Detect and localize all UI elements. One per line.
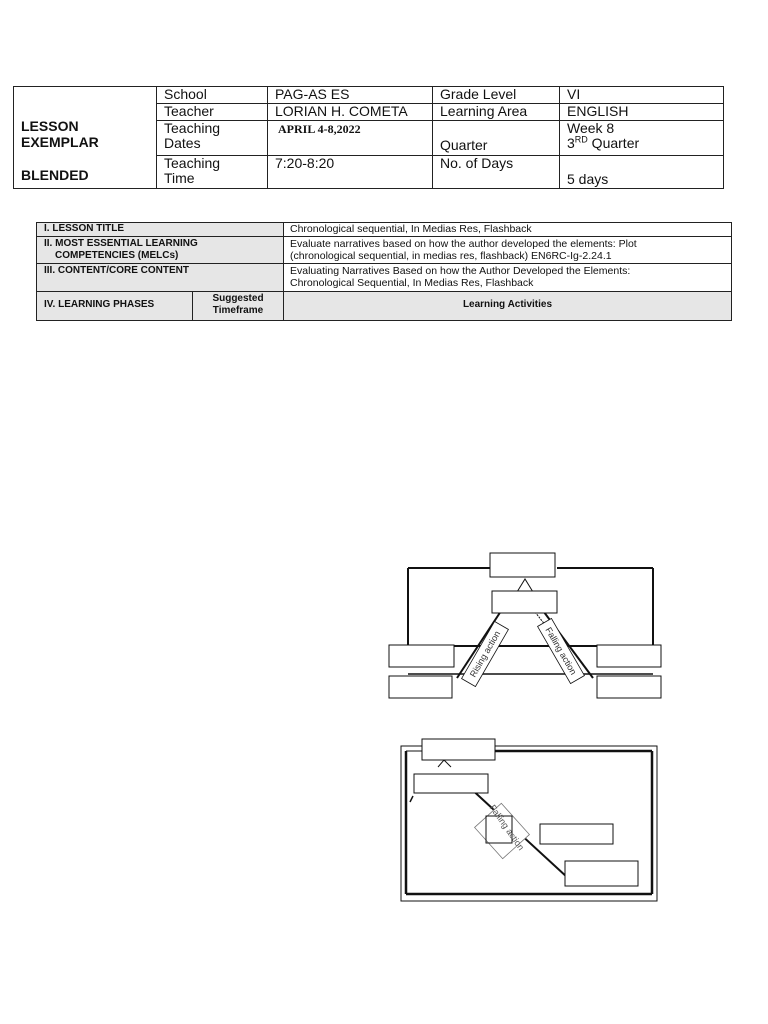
lesson-table <box>36 222 732 321</box>
peak-marker-2 <box>438 760 451 767</box>
melcs-label-line2: COMPETENCIES (MELCs) <box>55 250 179 261</box>
quarter-label: Quarter <box>440 137 488 153</box>
quarter-label-cell <box>433 121 560 156</box>
teaching-time-value: 7:20-8:20 <box>268 156 433 188</box>
content-value-line1: Evaluating Narratives Based on how the Author Developed the Elements: <box>290 265 631 277</box>
teaching-dates-value-cell <box>268 121 433 156</box>
teaching-dates-label-line2: Dates <box>164 135 201 151</box>
lesson-title-value: Chronological sequential, In Medias Res, Flashback <box>290 223 532 235</box>
melcs-value-line2: (chronological sequential, in medias res, flashback) EN6RC-Ig-2.24.1 <box>290 250 612 262</box>
peak-marker <box>517 579 533 592</box>
teaching-time-label-line1: Teaching <box>164 155 221 171</box>
quarter-text: Quarter <box>587 135 640 151</box>
falling-action-label: Falling action <box>543 625 579 677</box>
school-value: PAG-AS ES <box>268 87 433 104</box>
teaching-time-label <box>157 156 268 188</box>
no-of-days-value-cell <box>560 156 723 188</box>
beginning-box <box>389 676 452 698</box>
grade-level-label: Grade Level <box>433 87 560 104</box>
content-value-line2: Chronological Sequential, In Medias Res, Flashback <box>290 277 534 289</box>
ending-box <box>597 676 661 698</box>
middle-right-box <box>540 824 613 844</box>
title-line-exemplar: EXEMPLAR <box>21 134 99 150</box>
quarter-num: 3 <box>567 135 575 151</box>
header-title-cell <box>14 87 157 188</box>
teaching-dates-label <box>157 121 268 156</box>
melcs-label <box>37 237 284 263</box>
no-of-days-value: 5 days <box>567 171 609 187</box>
learning-phases-label: IV. LEARNING PHASES <box>37 292 193 320</box>
timeframe-header <box>193 292 284 320</box>
learning-activities-header: Learning Activities <box>462 299 553 310</box>
teacher-label: Teacher <box>157 104 268 121</box>
timeframe-line2: Timeframe <box>212 305 264 316</box>
quarter-number <box>567 136 723 151</box>
teaching-dates-value: APRIL 4-8,2022 <box>278 122 361 136</box>
plot-diagram-2 <box>398 736 663 906</box>
mode-label: BLENDED <box>21 167 89 183</box>
exposition-box <box>389 645 454 667</box>
teaching-dates-label-line1: Teaching <box>164 120 221 136</box>
melcs-value <box>284 237 731 263</box>
falling-action-label-2: Falling action <box>487 802 527 853</box>
rising-action-label: Rising action <box>467 629 503 679</box>
week-value: Week 8 <box>567 120 615 136</box>
second-box <box>414 774 488 793</box>
learning-area-value: ENGLISH <box>560 104 723 121</box>
climax-top-box <box>490 553 555 577</box>
content-value <box>284 264 731 291</box>
top-box <box>422 739 495 760</box>
plot-diagram-1 <box>385 550 670 705</box>
melcs-row <box>37 237 731 264</box>
lesson-exemplar-header <box>13 86 724 189</box>
content-row <box>37 264 731 292</box>
climax-box <box>492 591 557 613</box>
quarter-value <box>560 121 723 156</box>
title-line-lesson: LESSON <box>21 118 79 134</box>
melcs-value-line1: Evaluate narratives based on how the author developed the elements: Plot <box>290 238 637 250</box>
learning-phases-row <box>37 292 731 320</box>
school-label: School <box>157 87 268 104</box>
teacher-value: LORIAN H. COMETA <box>268 104 433 121</box>
learning-area-label: Learning Area <box>433 104 560 121</box>
lesson-title-label: I. LESSON TITLE <box>37 223 284 236</box>
no-of-days-label: No. of Days <box>433 156 560 188</box>
grade-level-value: VI <box>560 87 723 104</box>
timeframe-line1: Suggested <box>212 293 264 304</box>
resolution-box <box>597 645 661 667</box>
content-label: III. CONTENT/CORE CONTENT <box>37 264 284 291</box>
lesson-title-row <box>37 223 731 237</box>
bottom-right-box <box>565 861 638 886</box>
left-tick <box>410 796 413 802</box>
header-title <box>21 118 99 150</box>
melcs-label-line1: II. MOST ESSENTIAL LEARNING <box>44 238 198 249</box>
quarter-sup: RD <box>574 134 588 145</box>
teaching-time-label-line2: Time <box>164 170 195 186</box>
